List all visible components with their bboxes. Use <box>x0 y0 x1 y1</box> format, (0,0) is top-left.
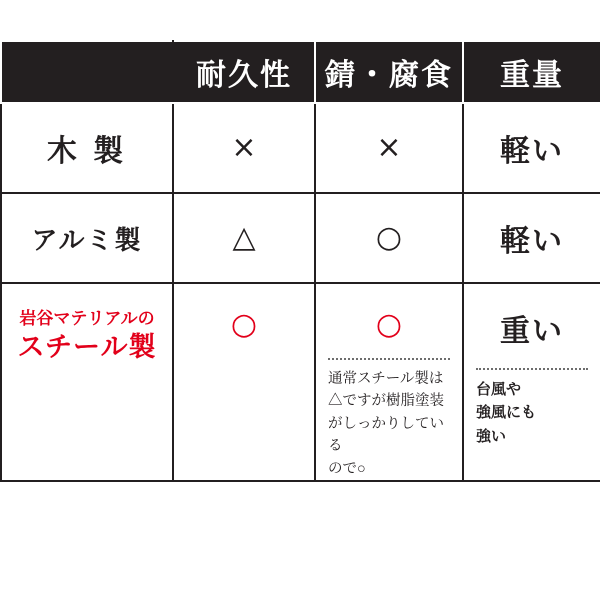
header-cell-weight: 重量 <box>463 41 600 103</box>
rating-mark: ○ <box>230 307 258 342</box>
table-row <box>1 193 600 283</box>
cell-content <box>316 284 462 480</box>
brand-name-text: 岩谷マテリアルの <box>19 309 155 328</box>
row-label-aluminum <box>1 193 173 283</box>
rating-mark: × <box>231 130 257 165</box>
cell-content <box>464 284 600 480</box>
rating-mark: × <box>376 130 402 165</box>
weight-value: 重い <box>500 315 564 348</box>
rating-mark: △ <box>232 220 256 255</box>
cell-steel-rust <box>315 283 463 481</box>
cell-wood-rust <box>315 103 463 193</box>
cell-wood-durability <box>173 103 315 193</box>
header-cell-empty <box>1 41 173 103</box>
cell-note: 台風や 強風にも 強い <box>476 381 537 445</box>
material-comparison-table <box>0 40 600 482</box>
rating-mark-wrap <box>174 284 314 340</box>
row-label-steel <box>1 283 173 481</box>
steel-label-block <box>2 284 172 365</box>
row-label-text: 木 製 <box>46 135 128 168</box>
weight-value: 軽い <box>500 225 564 258</box>
table-container <box>0 40 600 482</box>
cell-content <box>174 284 314 480</box>
product-name-text: スチール製 <box>17 332 157 363</box>
weight-value: 軽い <box>500 135 564 168</box>
cell-steel-durability <box>173 283 315 481</box>
row-label-text: アルミ製 <box>31 224 143 255</box>
cell-note: 通常スチール製は △ですが樹脂塗装 がしっかりしている ので○ <box>328 371 444 477</box>
rating-mark: ○ <box>375 307 403 342</box>
cell-aluminum-weight <box>463 193 600 283</box>
rating-mark: ○ <box>375 220 403 255</box>
cell-wood-weight <box>463 103 600 193</box>
cell-aluminum-rust <box>315 193 463 283</box>
table-row <box>1 283 600 481</box>
table-row <box>1 103 600 193</box>
header-cell-durability: 耐久性 <box>173 41 315 103</box>
table-header-row <box>1 41 600 103</box>
cell-steel-weight <box>463 283 600 481</box>
cell-aluminum-durability <box>173 193 315 283</box>
row-label-wood <box>1 103 173 193</box>
header-cell-rust-corrosion: 錆・腐食 <box>315 41 463 103</box>
rating-mark-wrap <box>316 284 462 340</box>
